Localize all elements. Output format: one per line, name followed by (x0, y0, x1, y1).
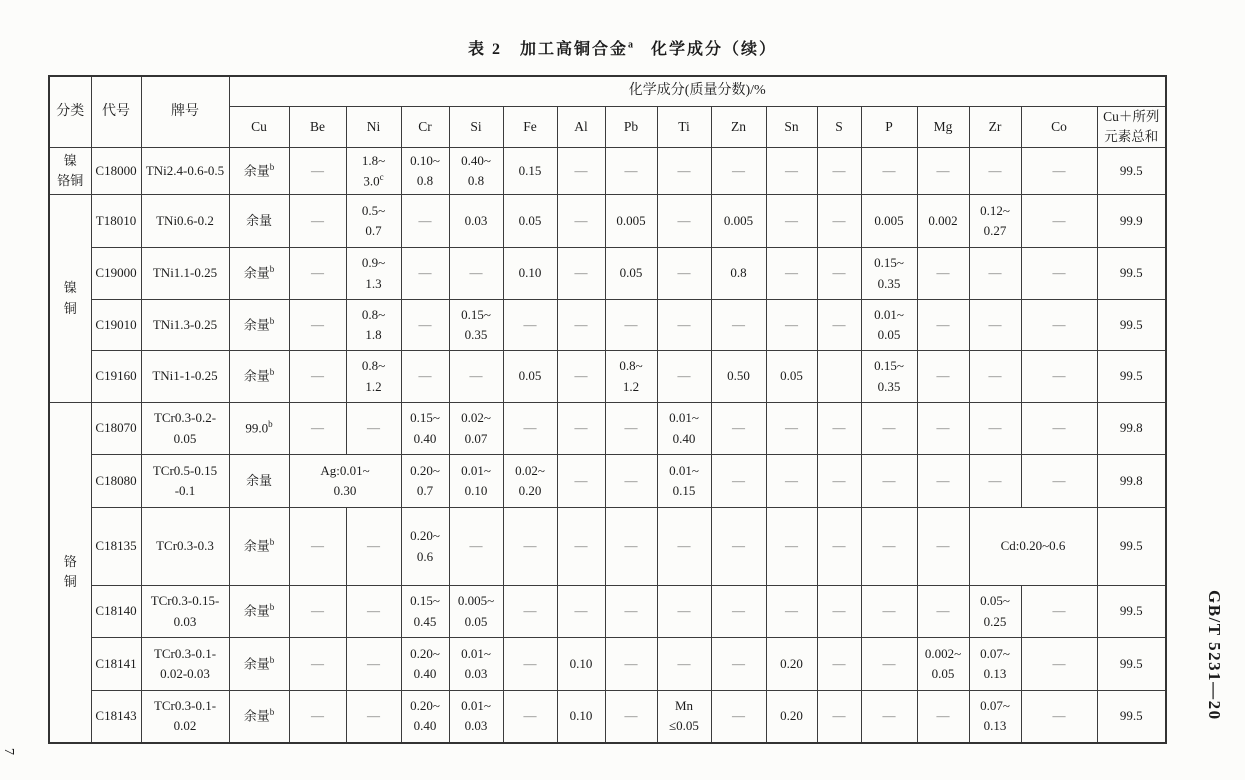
cell-C18143-Si: 0.01~ 0.03 (449, 691, 503, 743)
cell-grade-T18010: TNi0.6-0.2 (141, 195, 229, 248)
cell-C18143-Al: 0.10 (557, 691, 605, 743)
cell-C18000-Co: — (1021, 148, 1097, 195)
cell-C18070-Co: — (1021, 403, 1097, 455)
cell-C18080-Zr: — (969, 455, 1021, 508)
class-label: 镍 铜 (49, 195, 91, 403)
cell-C18143-Zn: — (711, 691, 766, 743)
cell-C18080-Si: 0.01~ 0.10 (449, 455, 503, 508)
cell-C18140-Mg: — (917, 586, 969, 638)
cell-C18143-Cu: 余量$^b$ (229, 691, 289, 743)
cell-C18141-total: 99.5 (1097, 638, 1166, 691)
cell-code-C18070: C18070 (91, 403, 141, 455)
table-row (49, 691, 1166, 743)
cell-grade-C19160: TNi1-1-0.25 (141, 351, 229, 403)
standard-number-vertical: GB/T 5231—20 (1205, 590, 1224, 721)
cell-C18140-Cu: 余量$^b$ (229, 586, 289, 638)
header-el-Be: Be (289, 106, 346, 148)
cell-C18140-Fe: — (503, 586, 557, 638)
header-el-Pb: Pb (605, 106, 657, 148)
cell-C18000-Si: 0.40~ 0.8 (449, 148, 503, 195)
cell-C19010-Mg: — (917, 300, 969, 351)
header-el-total: Cu＋所列 元素总和 (1097, 106, 1166, 148)
cell-C18143-Ti: Mn ≤0.05 (657, 691, 711, 743)
cell-C18000-Pb: — (605, 148, 657, 195)
cell-C18140-Pb: — (605, 586, 657, 638)
cell-C19000-Sn: — (766, 248, 817, 300)
cell-C19000-Zr: — (969, 248, 1021, 300)
cell-T18010-Ti: — (657, 195, 711, 248)
cell-C18070-Be: — (289, 403, 346, 455)
cell-C18141-Al: 0.10 (557, 638, 605, 691)
header-el-Si: Si (449, 106, 503, 148)
cell-T18010-Fe: 0.05 (503, 195, 557, 248)
cell-C19160-Ti: — (657, 351, 711, 403)
cell-C18135-Be: — (289, 508, 346, 586)
cell-grade-C18000: TNi2.4-0.6-0.5 (141, 148, 229, 195)
page-number: 7 (1, 748, 16, 755)
cell-C18135-Zr: Cd:0.20~0.6 (969, 508, 1097, 586)
cell-C18070-Cu: 99.0$^b$ (229, 403, 289, 455)
cell-C19010-Al: — (557, 300, 605, 351)
cell-C18135-Ti: — (657, 508, 711, 586)
cell-C18000-Be: — (289, 148, 346, 195)
cell-grade-C19010: TNi1.3-0.25 (141, 300, 229, 351)
cell-T18010-Cr: — (401, 195, 449, 248)
cell-C18000-Al: — (557, 148, 605, 195)
cell-T18010-Be: — (289, 195, 346, 248)
header-el-Sn: Sn (766, 106, 817, 148)
cell-C18140-Ti: — (657, 586, 711, 638)
cell-C19000-Pb: 0.05 (605, 248, 657, 300)
cell-code-C18140: C18140 (91, 586, 141, 638)
header-el-Zn: Zn (711, 106, 766, 148)
cell-grade-C18070: TCr0.3-0.2- 0.05 (141, 403, 229, 455)
cell-C18080-total: 99.8 (1097, 455, 1166, 508)
cell-C18135-Fe: — (503, 508, 557, 586)
cell-C19010-Zr: — (969, 300, 1021, 351)
cell-C18070-Si: 0.02~ 0.07 (449, 403, 503, 455)
cell-T18010-Sn: — (766, 195, 817, 248)
header-el-P: P (861, 106, 917, 148)
cell-C18141-Co: — (1021, 638, 1097, 691)
cell-T18010-Si: 0.03 (449, 195, 503, 248)
cell-T18010-Zr: 0.12~ 0.27 (969, 195, 1021, 248)
table-row (49, 195, 1166, 248)
cell-C18135-S: — (817, 508, 861, 586)
cell-C18135-total: 99.5 (1097, 508, 1166, 586)
cell-C18000-Cr: 0.10~ 0.8 (401, 148, 449, 195)
cell-C18080-Mg: — (917, 455, 969, 508)
cell-C19010-Zn: — (711, 300, 766, 351)
cell-C18135-Mg: — (917, 508, 969, 586)
cell-grade-C18143: TCr0.3-0.1- 0.02 (141, 691, 229, 743)
cell-C18140-Co: — (1021, 586, 1097, 638)
cell-grade-C18140: TCr0.3-0.15- 0.03 (141, 586, 229, 638)
cell-C18140-Zn: — (711, 586, 766, 638)
cell-C18080-Cu: 余量 (229, 455, 289, 508)
header-el-Mg: Mg (917, 106, 969, 148)
cell-C18143-Cr: 0.20~ 0.40 (401, 691, 449, 743)
cell-C18141-P: — (861, 638, 917, 691)
cell-C18080-Pb: — (605, 455, 657, 508)
cell-C18140-Sn: — (766, 586, 817, 638)
cell-C19010-Si: 0.15~ 0.35 (449, 300, 503, 351)
cell-C18135-Al: — (557, 508, 605, 586)
table-row (49, 455, 1166, 508)
cell-C18141-S: — (817, 638, 861, 691)
cell-C19160-P: 0.15~ 0.35 (861, 351, 917, 403)
cell-C18143-Fe: — (503, 691, 557, 743)
cell-C18141-Ti: — (657, 638, 711, 691)
cell-C18141-Sn: 0.20 (766, 638, 817, 691)
cell-code-C18000: C18000 (91, 148, 141, 195)
cell-C18000-Sn: — (766, 148, 817, 195)
cell-C18070-Pb: — (605, 403, 657, 455)
cell-C18070-Zr: — (969, 403, 1021, 455)
header-el-Al: Al (557, 106, 605, 148)
cell-C18140-Al: — (557, 586, 605, 638)
cell-T18010-S: — (817, 195, 861, 248)
cell-C18141-Pb: — (605, 638, 657, 691)
cell-C18080-Sn: — (766, 455, 817, 508)
cell-C18135-Cr: 0.20~ 0.6 (401, 508, 449, 586)
cell-C18070-Al: — (557, 403, 605, 455)
header-composition-group: 化学成分(质量分数)/% (229, 76, 1166, 106)
cell-C19160-Si: — (449, 351, 503, 403)
cell-C18143-Pb: — (605, 691, 657, 743)
cell-C19010-Be: — (289, 300, 346, 351)
cell-C18143-S: — (817, 691, 861, 743)
cell-C18140-Be: — (289, 586, 346, 638)
cell-C18141-Cr: 0.20~ 0.40 (401, 638, 449, 691)
cell-C19010-Cr: — (401, 300, 449, 351)
cell-C19160-Co: — (1021, 351, 1097, 403)
cell-T18010-Ni: 0.5~ 0.7 (346, 195, 401, 248)
table-row (49, 508, 1166, 586)
cell-C19010-Co: — (1021, 300, 1097, 351)
cell-T18010-Co: — (1021, 195, 1097, 248)
cell-code-C19160: C19160 (91, 351, 141, 403)
cell-C18141-Be: — (289, 638, 346, 691)
cell-C18070-Fe: — (503, 403, 557, 455)
cell-C18070-Zn: — (711, 403, 766, 455)
cell-C18070-Mg: — (917, 403, 969, 455)
cell-code-C18141: C18141 (91, 638, 141, 691)
table-row (49, 248, 1166, 300)
cell-C18140-total: 99.5 (1097, 586, 1166, 638)
cell-C19010-Fe: — (503, 300, 557, 351)
cell-code-C18143: C18143 (91, 691, 141, 743)
cell-C18070-S: — (817, 403, 861, 455)
header-grade: 牌号 (141, 76, 229, 148)
header-row-1 (49, 76, 1166, 106)
cell-C19160-Mg: — (917, 351, 969, 403)
cell-C18143-Ni: — (346, 691, 401, 743)
cell-C18000-S: — (817, 148, 861, 195)
cell-C19160-Sn: 0.05 (766, 351, 817, 403)
cell-C18143-total: 99.5 (1097, 691, 1166, 743)
cell-C19000-Si: — (449, 248, 503, 300)
cell-C19000-Ti: — (657, 248, 711, 300)
cell-C18000-Ti: — (657, 148, 711, 195)
cell-C18000-Mg: — (917, 148, 969, 195)
class-label: 铬 铜 (49, 403, 91, 743)
cell-C18080-Zn: — (711, 455, 766, 508)
cell-C18140-Ni: — (346, 586, 401, 638)
table-row (49, 638, 1166, 691)
cell-C18070-Cr: 0.15~ 0.40 (401, 403, 449, 455)
cell-C18080-Al: — (557, 455, 605, 508)
cell-C18070-total: 99.8 (1097, 403, 1166, 455)
table-row (49, 351, 1166, 403)
cell-C19160-S (817, 351, 861, 403)
cell-code-T18010: T18010 (91, 195, 141, 248)
composition-table (48, 75, 1167, 744)
cell-C18000-P: — (861, 148, 917, 195)
cell-C18143-Be: — (289, 691, 346, 743)
header-el-Ti: Ti (657, 106, 711, 148)
cell-T18010-total: 99.9 (1097, 195, 1166, 248)
cell-C19000-Be: — (289, 248, 346, 300)
cell-grade-C18080: TCr0.5-0.15 -0.1 (141, 455, 229, 508)
cell-C18070-Sn: — (766, 403, 817, 455)
cell-C18141-Cu: 余量$^b$ (229, 638, 289, 691)
cell-C18070-P: — (861, 403, 917, 455)
cell-C18141-Zr: 0.07~ 0.13 (969, 638, 1021, 691)
cell-C18135-P: — (861, 508, 917, 586)
cell-C18143-Zr: 0.07~ 0.13 (969, 691, 1021, 743)
cell-C18135-Pb: — (605, 508, 657, 586)
cell-C19160-Zr: — (969, 351, 1021, 403)
cell-C18140-Si: 0.005~ 0.05 (449, 586, 503, 638)
cell-code-C19000: C19000 (91, 248, 141, 300)
cell-C19010-total: 99.5 (1097, 300, 1166, 351)
cell-C19010-S: — (817, 300, 861, 351)
title-rest: 化学成分（续） (633, 41, 778, 58)
header-el-Co: Co (1021, 106, 1097, 148)
title-footnote-mark: a (628, 39, 633, 51)
cell-C18143-Mg: — (917, 691, 969, 743)
cell-C18140-S: — (817, 586, 861, 638)
cell-C19000-Cr: — (401, 248, 449, 300)
cell-C18080-Fe: 0.02~ 0.20 (503, 455, 557, 508)
cell-C18143-P: — (861, 691, 917, 743)
cell-C18000-Cu: 余量$^b$ (229, 148, 289, 195)
cell-C19000-Al: — (557, 248, 605, 300)
cell-C18135-Zn: — (711, 508, 766, 586)
cell-grade-C18141: TCr0.3-0.1- 0.02-0.03 (141, 638, 229, 691)
cell-code-C19010: C19010 (91, 300, 141, 351)
cell-C19160-Be: — (289, 351, 346, 403)
cell-T18010-Zn: 0.005 (711, 195, 766, 248)
cell-C19010-Cu: 余量$^b$ (229, 300, 289, 351)
table-row (49, 586, 1166, 638)
cell-C18135-Ni: — (346, 508, 401, 586)
cell-C18000-Zn: — (711, 148, 766, 195)
header-class: 分类 (49, 76, 91, 148)
header-el-Fe: Fe (503, 106, 557, 148)
cell-C18080-Be: Ag:0.01~ 0.30 (289, 455, 401, 508)
cell-C18140-Zr: 0.05~ 0.25 (969, 586, 1021, 638)
cell-C18000-Zr: — (969, 148, 1021, 195)
class-label: 镍 铬铜 (49, 148, 91, 195)
cell-C18070-Ti: 0.01~ 0.40 (657, 403, 711, 455)
cell-T18010-Pb: 0.005 (605, 195, 657, 248)
header-el-S: S (817, 106, 861, 148)
cell-C19000-Fe: 0.10 (503, 248, 557, 300)
header-el-Cr: Cr (401, 106, 449, 148)
cell-C18080-Ti: 0.01~ 0.15 (657, 455, 711, 508)
cell-C18080-Cr: 0.20~ 0.7 (401, 455, 449, 508)
cell-C19000-Mg: — (917, 248, 969, 300)
header-el-Cu: Cu (229, 106, 289, 148)
table-row (49, 403, 1166, 455)
cell-C19000-P: 0.15~ 0.35 (861, 248, 917, 300)
cell-C19000-Zn: 0.8 (711, 248, 766, 300)
cell-C18070-Ni: — (346, 403, 401, 455)
cell-C18000-total: 99.5 (1097, 148, 1166, 195)
cell-C19160-Ni: 0.8~ 1.2 (346, 351, 401, 403)
cell-C19010-P: 0.01~ 0.05 (861, 300, 917, 351)
cell-C18143-Sn: 0.20 (766, 691, 817, 743)
cell-C19000-Ni: 0.9~ 1.3 (346, 248, 401, 300)
cell-C18080-P: — (861, 455, 917, 508)
cell-C19160-Zn: 0.50 (711, 351, 766, 403)
cell-C18000-Ni: 1.8~ 3.0$^c$ (346, 148, 401, 195)
cell-C18140-Cr: 0.15~ 0.45 (401, 586, 449, 638)
cell-C19160-Pb: 0.8~ 1.2 (605, 351, 657, 403)
cell-C19000-Co: — (1021, 248, 1097, 300)
title-main: 表 2 加工高铜合金 (467, 41, 628, 58)
header-code: 代号 (91, 76, 141, 148)
header-el-Zr: Zr (969, 106, 1021, 148)
cell-grade-C19000: TNi1.1-0.25 (141, 248, 229, 300)
cell-C19160-Cr: — (401, 351, 449, 403)
cell-C18141-Zn: — (711, 638, 766, 691)
cell-C18135-Cu: 余量$^b$ (229, 508, 289, 586)
cell-C19000-total: 99.5 (1097, 248, 1166, 300)
cell-C18135-Sn: — (766, 508, 817, 586)
cell-T18010-Cu: 余量 (229, 195, 289, 248)
page-title (0, 36, 1245, 59)
table-row (49, 300, 1166, 351)
cell-C18000-Fe: 0.15 (503, 148, 557, 195)
cell-T18010-Al: — (557, 195, 605, 248)
cell-C18140-P: — (861, 586, 917, 638)
cell-C18080-Co: — (1021, 455, 1097, 508)
table-row (49, 148, 1166, 195)
cell-C19160-Fe: 0.05 (503, 351, 557, 403)
header-el-Ni: Ni (346, 106, 401, 148)
cell-C19000-Cu: 余量$^b$ (229, 248, 289, 300)
cell-C19010-Sn: — (766, 300, 817, 351)
cell-C18141-Fe: — (503, 638, 557, 691)
cell-C18141-Ni: — (346, 638, 401, 691)
cell-C18143-Co: — (1021, 691, 1097, 743)
cell-T18010-Mg: 0.002 (917, 195, 969, 248)
cell-C18141-Mg: 0.002~ 0.05 (917, 638, 969, 691)
cell-C19160-Al: — (557, 351, 605, 403)
cell-C19010-Ti: — (657, 300, 711, 351)
cell-C18141-Si: 0.01~ 0.03 (449, 638, 503, 691)
cell-grade-C18135: TCr0.3-0.3 (141, 508, 229, 586)
cell-C19010-Pb: — (605, 300, 657, 351)
cell-C19010-Ni: 0.8~ 1.8 (346, 300, 401, 351)
cell-T18010-P: 0.005 (861, 195, 917, 248)
cell-code-C18080: C18080 (91, 455, 141, 508)
cell-C18080-S: — (817, 455, 861, 508)
cell-C18135-Si: — (449, 508, 503, 586)
cell-C19160-Cu: 余量$^b$ (229, 351, 289, 403)
cell-C19000-S: — (817, 248, 861, 300)
cell-code-C18135: C18135 (91, 508, 141, 586)
cell-C19160-total: 99.5 (1097, 351, 1166, 403)
